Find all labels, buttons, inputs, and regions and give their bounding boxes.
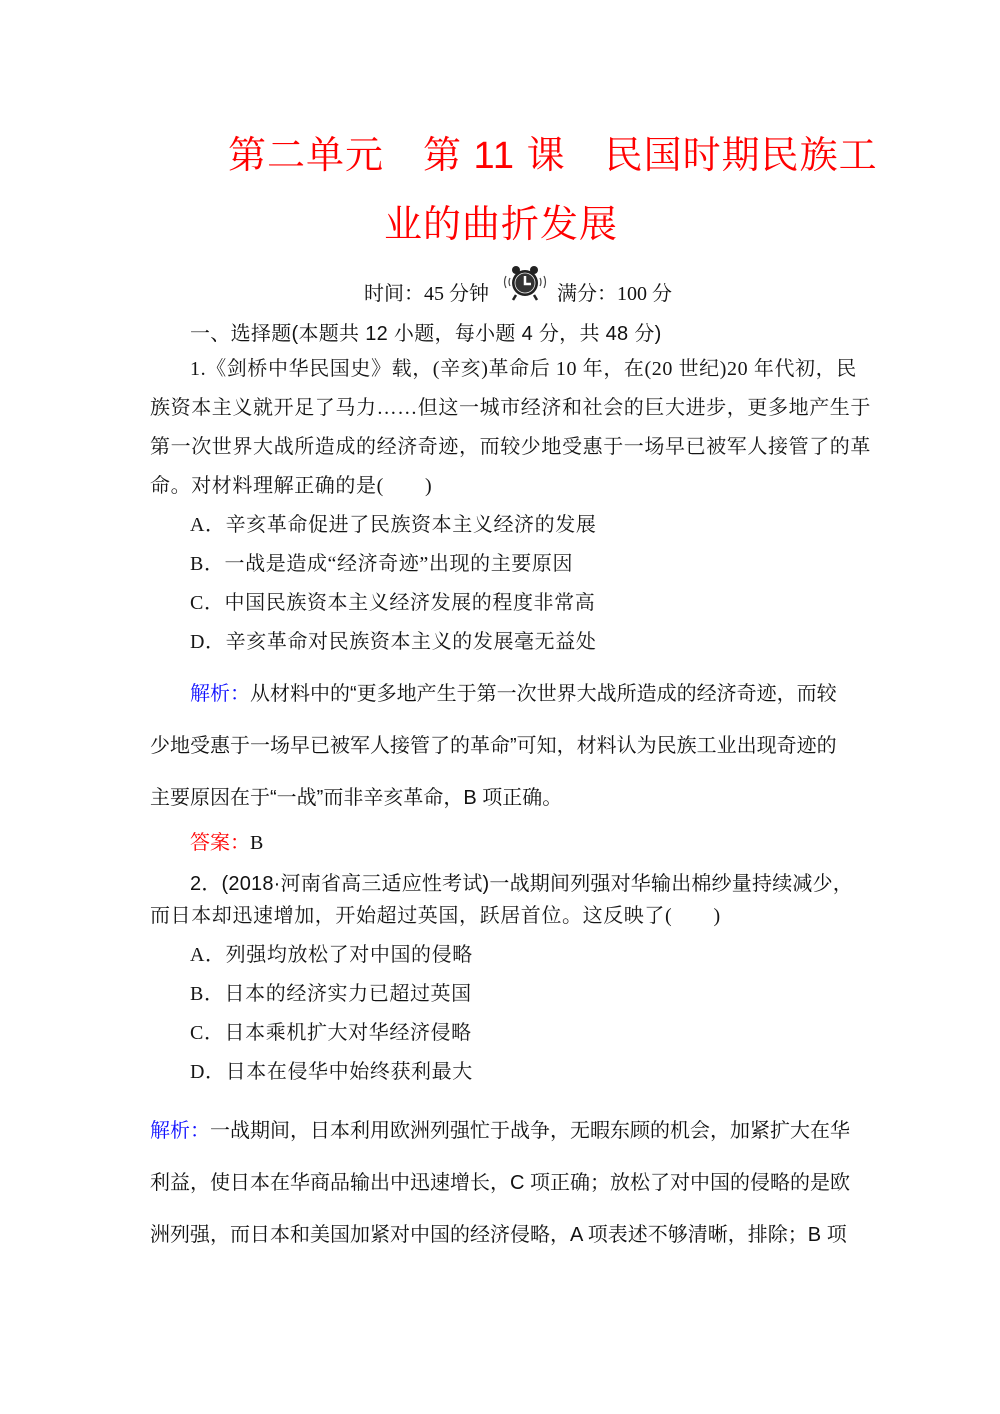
section-heading: 一、选择题(本题共 12 小题，每小题 4 分，共 48 分) xyxy=(190,323,662,345)
question-stem-line: 第一次世界大战所造成的经济奇迹，而较少地受惠于一场早已被军人接管了的革 xyxy=(150,436,871,458)
page-title-line-1: 第二单元 第 11 课 民国时期民族工 xyxy=(228,135,878,177)
time-limit: 时间：45 分钟 xyxy=(364,283,489,305)
option-b[interactable]: B．一战是造成“经济奇迹”出现的主要原因 xyxy=(190,553,574,575)
question-stem-line: 族资本主义就开足了马力……但这一城市经济和社会的巨大进步，更多地产生于 xyxy=(150,397,871,419)
question-stem-line: 命。对材料理解正确的是( ) xyxy=(150,475,433,497)
option-b[interactable]: B．日本的经济实力已超过英国 xyxy=(190,983,472,1005)
analysis-line: 利益，使日本在华商品输出中迅速增长，C 项正确；放松了对中国的侵略的是欧 xyxy=(150,1172,850,1194)
answer-value: B xyxy=(250,832,264,854)
analysis-line: 洲列强，而日本和美国加紧对中国的经济侵略，A 项表述不够清晰，排除；B 项 xyxy=(150,1224,847,1246)
option-c[interactable]: C．中国民族资本主义经济发展的程度非常高 xyxy=(190,592,596,614)
analysis-line xyxy=(150,1114,850,1143)
alarm-clock-icon xyxy=(500,264,550,302)
analysis-line: 少地受惠于一场早已被军人接管了的革命”可知，材料认为民族工业出现奇迹的 xyxy=(150,735,837,757)
option-d[interactable]: D．辛亥革命对民族资本主义的发展毫无益处 xyxy=(190,631,597,653)
analysis-text: 从材料中的“更多地产生于第一次世界大战所造成的经济奇迹，而较 xyxy=(250,683,837,705)
option-d[interactable]: D．日本在侵华中始终获利最大 xyxy=(190,1061,473,1083)
option-c[interactable]: C．日本乘机扩大对华经济侵略 xyxy=(190,1022,472,1044)
analysis-text: 一战期间，日本利用欧洲列强忙于战争，无暇东顾的机会，加紧扩大在华 xyxy=(210,1120,850,1142)
page-title-line-2: 业的曲折发展 xyxy=(384,204,619,246)
analysis-line xyxy=(190,677,837,706)
option-a[interactable]: A．辛亥革命促进了民族资本主义经济的发展 xyxy=(190,514,597,536)
analysis-line: 主要原因在于“一战”而非辛亥革命，B 项正确。 xyxy=(150,787,563,809)
answer-label: 答案： xyxy=(190,832,250,854)
question-stem-line: 1.《剑桥中华民国史》载，(辛亥)革命后 10 年，在(20 世纪)20 年代初，民 xyxy=(190,358,857,380)
question-stem-line: 2．(2018·河南省高三适应性考试)一战期间列强对华输出棉纱量持续减少， xyxy=(190,873,853,895)
answer-line xyxy=(190,826,263,855)
option-a[interactable]: A．列强均放松了对中国的侵略 xyxy=(190,944,473,966)
question-stem-line: 而日本却迅速增加，开始超过英国，跃居首位。这反映了( ) xyxy=(150,905,721,927)
analysis-label: 解析： xyxy=(190,683,250,705)
full-score: 满分：100 分 xyxy=(557,283,672,305)
analysis-label: 解析： xyxy=(150,1120,210,1142)
